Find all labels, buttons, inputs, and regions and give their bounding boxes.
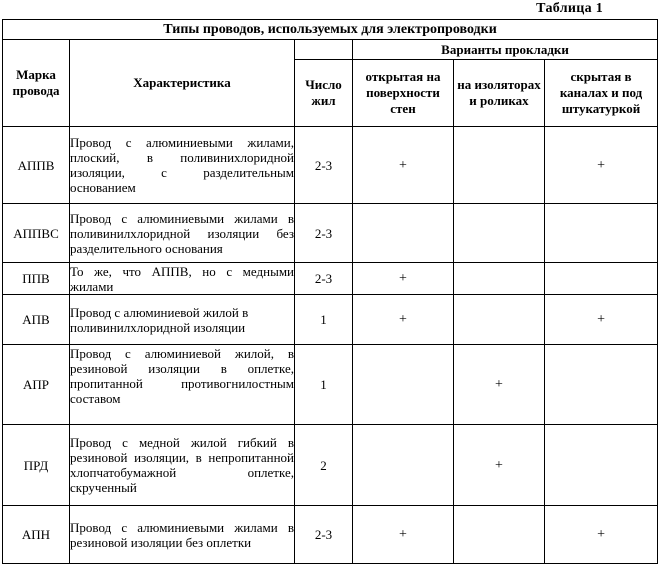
brand-cell: ППВ (3, 263, 70, 295)
table-row (3, 506, 658, 564)
brand-cell: ПРД (3, 425, 70, 506)
description-cell: Провод с алюминиевыми жилами в резиновой изоляции без оплетки (70, 506, 295, 564)
table-row (3, 425, 658, 506)
header-description: Характеристика (70, 40, 295, 127)
open-surface-cell: + (353, 295, 454, 345)
brand-cell: АПР (3, 345, 70, 425)
open-surface-cell: + (353, 263, 454, 295)
table-row (3, 127, 658, 204)
hidden-cell (545, 204, 658, 263)
table-row (3, 204, 658, 263)
table-row (3, 295, 658, 345)
brand-cell: АППВС (3, 204, 70, 263)
hidden-cell: + (545, 506, 658, 564)
cores-cell: 1 (295, 345, 353, 425)
header-variants-group: Варианты прокладки (353, 40, 658, 60)
hidden-cell (545, 263, 658, 295)
description-cell: Провод с алюминиевой жилой в поливинилхлоридной изоляции (70, 295, 295, 345)
header-variant-open-surface: открытая на поверхности стен (353, 60, 454, 127)
table-caption: Таблица 1 (536, 1, 603, 16)
header-brand: Марка провода (3, 40, 70, 127)
cores-cell: 2 (295, 425, 353, 506)
insulators-cell (454, 263, 545, 295)
cores-cell: 2-3 (295, 204, 353, 263)
insulators-cell (454, 506, 545, 564)
wire-types-table (2, 19, 658, 564)
insulators-cell (454, 204, 545, 263)
table-row (3, 263, 658, 295)
description-cell: Провод с алюминиевыми жилами, плоский, в поливинихлоридной изоляции, с разделительным основанием (70, 127, 295, 204)
description-cell: Провод с алюминиевой жилой, в резиновой изоляции в оплетке, пропитанной противогнилостным составом (70, 345, 295, 425)
open-surface-cell (353, 345, 454, 425)
open-surface-cell (353, 425, 454, 506)
insulators-cell: + (454, 425, 545, 506)
hidden-cell: + (545, 127, 658, 204)
cores-cell: 2-3 (295, 263, 353, 295)
header-cores: Число жил (295, 60, 353, 127)
insulators-cell (454, 295, 545, 345)
brand-cell: АПН (3, 506, 70, 564)
insulators-cell (454, 127, 545, 204)
header-cores-empty (295, 40, 353, 60)
description-cell: То же, что АППВ, но с медными жилами (70, 263, 294, 294)
description-cell: Провод с медной жилой гибкий в резиновой изоляции, в непропитанной хлопчатобумажной оплетке, скрученный (70, 425, 295, 506)
hidden-cell: + (545, 295, 658, 345)
cores-cell: 2-3 (295, 506, 353, 564)
brand-cell: АППВ (3, 127, 70, 204)
table-title: Типы проводов, используемых для электропроводки (3, 20, 658, 40)
cores-cell: 1 (295, 295, 353, 345)
brand-cell: АПВ (3, 295, 70, 345)
open-surface-cell (353, 204, 454, 263)
cores-cell: 2-3 (295, 127, 353, 204)
table-row (3, 345, 658, 425)
hidden-cell (545, 345, 658, 425)
header-variant-insulators: на изоляторах и роликах (454, 60, 545, 127)
description-cell: Провод с алюминиевыми жилами в поливинилхлоридной изоляции без разделительного основания (70, 204, 295, 263)
open-surface-cell: + (353, 506, 454, 564)
open-surface-cell: + (353, 127, 454, 204)
header-variant-hidden: скрытая в каналах и под штукатуркой (545, 60, 658, 127)
insulators-cell: + (454, 345, 545, 425)
hidden-cell (545, 425, 658, 506)
